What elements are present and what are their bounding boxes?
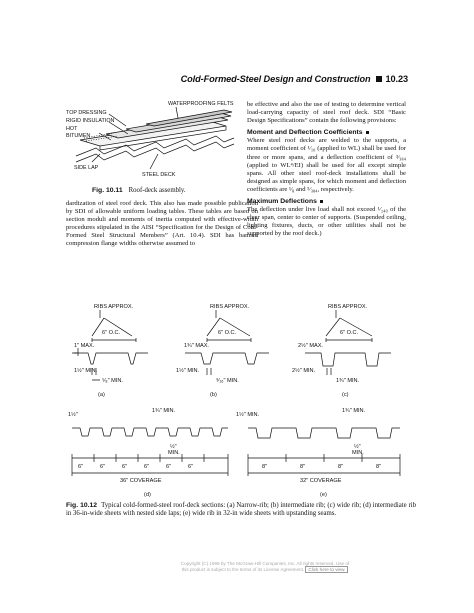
a-ribs-approx: RIBS APPROX. xyxy=(94,304,134,310)
label-side-lap: SIDE LAP xyxy=(74,165,99,171)
figure-10-11-text: Roof-deck assembly. xyxy=(128,187,186,194)
b-ribs-approx: RIBS APPROX. xyxy=(210,304,250,310)
left-column xyxy=(66,200,258,249)
d-span-2: 6" xyxy=(100,464,106,470)
d-span-4: 6" xyxy=(144,464,150,470)
c-letter: (c) xyxy=(342,392,349,398)
copyright-line-2 xyxy=(150,567,380,573)
e-inner-dim-min: MIN. xyxy=(352,450,364,456)
a-top-dim: 1" MAX. xyxy=(74,343,95,349)
roof-deck-assembly-drawing xyxy=(66,96,246,184)
right-column xyxy=(247,101,406,239)
d-coverage: 36" COVERAGE xyxy=(120,478,162,484)
e-left-dim: 1½" MIN. xyxy=(236,412,260,418)
figure-10-11-caption xyxy=(92,187,186,194)
c-ribs-approx: RIBS APPROX. xyxy=(328,304,368,310)
label-top-dressing: TOP DRESSING xyxy=(66,110,107,116)
e-span-1: 8" xyxy=(262,464,268,470)
d-span-1: 6" xyxy=(78,464,84,470)
e-top-dim: 1¾" MIN. xyxy=(342,408,366,414)
b-letter: (b) xyxy=(210,392,217,398)
running-header-title: Cold-Formed-Steel Design and Construction xyxy=(180,74,371,84)
c-bottom-dim: 1¾" MIN. xyxy=(336,378,360,384)
d-left-dim: 1½" xyxy=(68,412,78,418)
e-inner-dim: ½" xyxy=(354,444,361,450)
c-min-dim: 2½" MIN. xyxy=(292,368,316,374)
figure-10-12 xyxy=(60,296,420,503)
copyright-line-1: Copyright (C) 1999 by The McGraw-Hill Companies, Inc. All rights reserved. Use of xyxy=(180,561,350,566)
d-top-dim: 1¾" MIN. xyxy=(152,408,176,414)
page-number: 10.23 xyxy=(385,74,408,84)
e-coverage: 32" COVERAGE xyxy=(300,478,342,484)
bullet-square-icon xyxy=(320,200,323,203)
c-spacing: 6" O.C. xyxy=(340,330,359,336)
figure-10-12-number: Fig. 10.12 xyxy=(66,502,98,509)
right-paragraph-1: be effective and also the use of testing to determine vertical load-carrying capacity of steel roof deck. SDI “Basic Design Specifications” contain the following provisions: xyxy=(247,101,406,125)
right-paragraph-2: Where steel roof decks are welded to the supports, a moment coefficient of ¹⁄₁₀ (applied to WL) shall be used for three or more spans, and a deflection coefficient of ³⁄₃₈₄ (applied to WL⁴/EI) shall be used for all except simple spans. All other steel roof-deck installations shall be designed as simple spans, for which moment and deflection coefficients are ¹⁄₈ and ⁵⁄₃₈₄, respectively. xyxy=(247,137,406,193)
roof-deck-sections-drawing xyxy=(60,296,420,498)
e-span-4: 8" xyxy=(376,464,382,470)
d-inner-dim-min: MIN. xyxy=(168,450,180,456)
d-letter: (d) xyxy=(144,492,151,498)
left-paragraph: dardization of steel roof deck. This also has made possible publication by SDI of allowable uniform loading tables. These tables are based on section moduli and moments of inertia computed with effective-width procedures stipulated in the AISI “Specification for the Design of Cold-Formed Steel Structural Members” (Art. 10.4). SDI has banned compression flange widths otherwise assumed to xyxy=(66,200,258,248)
e-span-3: 8" xyxy=(338,464,344,470)
license-link[interactable]: Click here to view. xyxy=(305,566,348,573)
section-heading-deflection-text: Maximum Deflections xyxy=(247,198,317,206)
section-heading-deflection xyxy=(247,198,406,206)
a-bottom-dim: ⁵⁄₈" MIN. xyxy=(102,378,123,384)
d-span-6: 6" xyxy=(188,464,194,470)
e-letter: (e) xyxy=(320,492,327,498)
header-square-icon xyxy=(376,76,382,82)
section-heading-moment xyxy=(247,129,406,137)
a-min-dim: 1½" MIN. xyxy=(74,368,98,374)
running-header xyxy=(181,74,408,84)
a-letter: (a) xyxy=(98,392,105,398)
b-min-dim: 1½" MIN. xyxy=(176,368,200,374)
section-heading-moment-text: Moment and Deflection Coefficients xyxy=(247,129,363,137)
figure-10-12-text: Typical cold-formed-steel roof-deck sections: (a) Narrow-rib; (b) intermediate rib; (c) wide rib; (d) intermediate rib in 36-in-wide sheets with nested side laps; (e) wide rib in 32-in wide sheets with upstanding seams. xyxy=(66,502,416,518)
copyright-line-2-text: this product is subject to the terms of its License Agreement. xyxy=(181,567,305,572)
figure-10-12-caption xyxy=(66,502,416,518)
d-span-3: 6" xyxy=(122,464,128,470)
figure-10-11-number: Fig. 10.11 xyxy=(92,187,123,194)
right-paragraph-3: The deflection under live load shall not exceed ¹⁄₂₄₀ of the clear span, center to center of supports. (Suspended ceiling, lighting fixtures, ducts, or other utilities shall not be supported by the roof deck.) xyxy=(247,206,406,238)
b-bottom-dim: ⁹⁄₁₆" MIN. xyxy=(216,378,239,384)
label-rigid-insulation: RIGID INSULATION xyxy=(66,118,115,124)
label-hot: HOT xyxy=(66,126,78,132)
c-top-dim: 2½" MAX. xyxy=(298,343,323,349)
e-span-2: 8" xyxy=(300,464,306,470)
label-bitumen: BITUMEN xyxy=(66,133,91,139)
figure-10-11 xyxy=(66,96,246,189)
d-inner-dim: ½" xyxy=(170,444,177,450)
a-spacing: 6" O.C. xyxy=(102,330,121,336)
label-waterproofing-felts: WATERPROOFING FELTS xyxy=(168,101,234,107)
b-spacing: 6" O.C. xyxy=(218,330,237,336)
d-span-5: 6" xyxy=(166,464,172,470)
label-steel-deck: STEEL DECK xyxy=(142,172,176,178)
bullet-square-icon xyxy=(366,131,369,134)
b-top-dim: 1¾" MAX. xyxy=(184,343,209,349)
copyright-footer xyxy=(150,561,380,573)
